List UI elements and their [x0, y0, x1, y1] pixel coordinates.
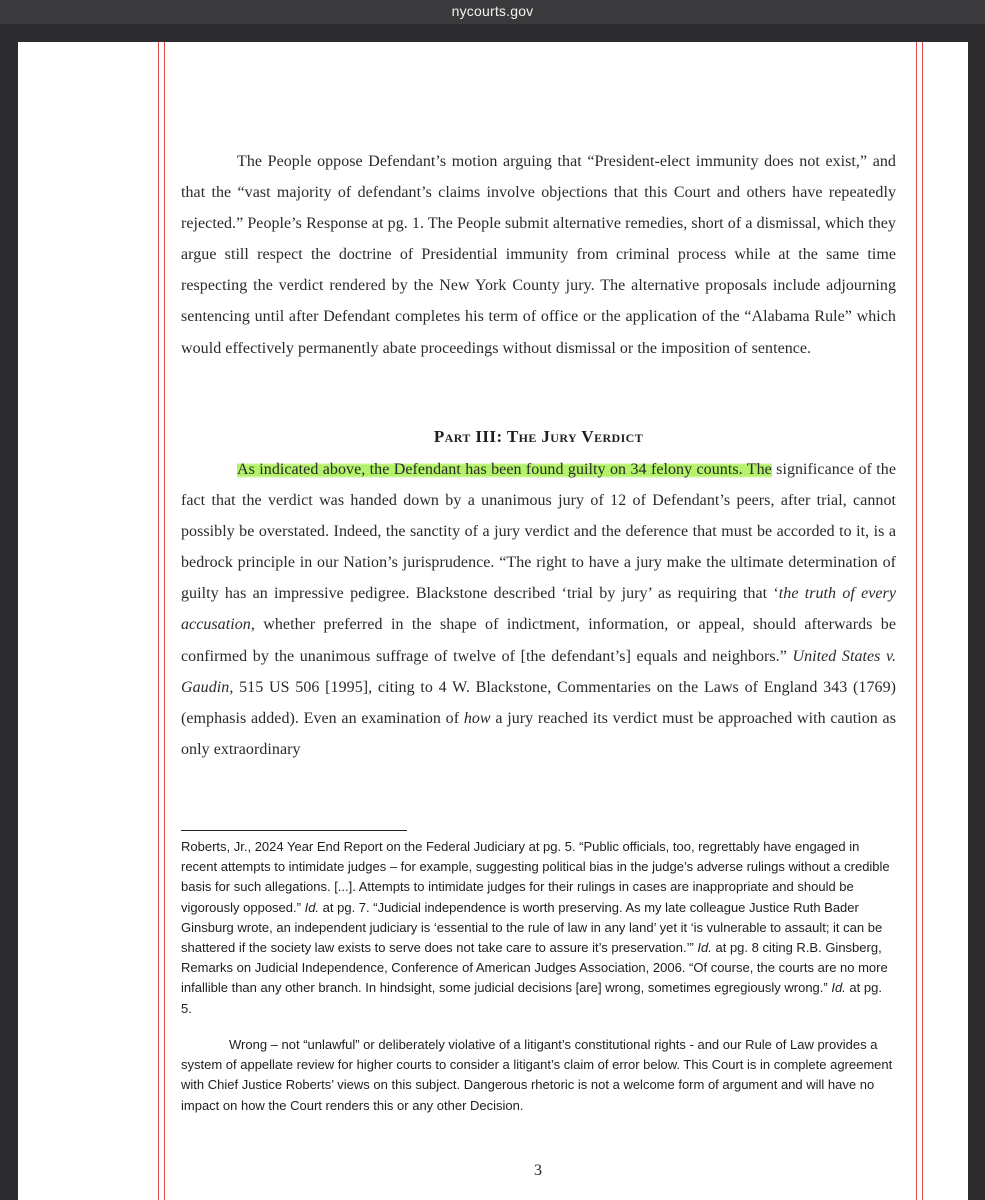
footnote-divider: [181, 830, 407, 831]
right-margin-line: [922, 42, 923, 1200]
left-margin-line-inner: [164, 42, 165, 1200]
section-heading: Part III: The Jury Verdict: [433, 427, 644, 446]
footnote-text-c: at pg. 8 citing R.B. Ginsberg, Remarks on Judicial Independence, Conference of American Judges Association, 2006. “Of course, the courts are no more infallible than any other branch. In hindsight, some judicial decisions [are] wrong, sometimes egregiously wrong.”: [181, 940, 888, 996]
browser-address-bar[interactable]: [0, 0, 985, 24]
paragraph-jury-verdict: [181, 454, 896, 765]
paragraph-people-response: The People oppose Defendant’s motion arguing that “President-elect immunity does not exist,” and that the “vast majority of defendant’s claims involve objections that this Court and others have repeatedly rejected.” People’s Response at pg. 1. The People submit alternative remedies, short of a dismissal, which they argue still respect the doctrine of Presidential immunity from criminal process while at the same time respecting the verdict rendered by the New York County jury. The alternative proposals include adjourning sentencing until after Defendant completes his term of office or the application of the “Alabama Rule” which would effectively permanently abate proceedings without dismissal or the imposition of sentence.: [181, 153, 896, 357]
footnote-wrong: Wrong – not “unlawful” or deliberately violative of a litigant’s constitutional rights - and our Rule of Law provides a system of appellate review for higher courts to consider a litigant’s claim of error below. This Court is in complete agreement with Chief Justice Roberts’ views on this subject. Dangerous rhetoric is not a welcome form of argument and will have no impact on how the Court renders this or any other Decision.: [181, 1037, 893, 1113]
right-margin-line-inner: [916, 42, 917, 1200]
highlighted-sentence: As indicated above, the Defendant has been found guilty on 34 felony counts. The: [237, 461, 772, 478]
left-margin-line: [158, 42, 159, 1200]
id-citation: Id.: [697, 940, 712, 956]
verdict-text-b: , whether preferred in the shape of indictment, information, or appeal, should afterwards be confirmed by the unanimous suffrage of twelve of [the defendant’s] equals and neighbors.”: [181, 616, 896, 665]
page-number: 3: [534, 1162, 542, 1179]
footnote-text-b: at pg. 7. “Judicial independence is worth preserving. As my late colleague Justice Ruth Bader Ginsburg wrote, an independent judiciary is ‘essential to the rule of law in any land’ yet it ‘is vulnerable to assault; it can be shattered if the society law exists to serve does not take care to assure it’s preservation.’”: [181, 899, 883, 956]
verdict-text-a: significance of the fact that the verdict was handed down by a unanimous jury of 12 of Defendant’s peers, after trial, cannot possibly be overstated. Indeed, the sanctity of a jury verdict and the deference that must be accorded to it, is a bedrock principle in our Nation’s jurisprudence. “The right to have a jury make the ultimate determination of guilty has an impressive pedigree. Blackstone described ‘trial by jury’ as requiring that ‘: [181, 461, 897, 603]
italic-quote: the truth of every accusation: [181, 585, 896, 634]
id-citation: Id.: [831, 980, 846, 996]
italic-how: how: [463, 709, 491, 727]
verdict-text-d: a jury reached its verdict must be approached with caution as only extraordinary: [181, 709, 896, 758]
document-page: [18, 42, 968, 1200]
case-citation: United States v. Gaudin: [181, 647, 897, 696]
id-citation: Id.: [304, 899, 320, 915]
footnote-roberts: [181, 837, 893, 1019]
verdict-text-c: , 515 US 506 [1995], citing to 4 W. Blackstone, Commentaries on the Laws of England 343 (1769) (emphasis added). Even an examination of: [181, 678, 896, 727]
footnote-text-d: at pg. 5.: [181, 980, 882, 1016]
footnote-text-a: Roberts, Jr., 2024 Year End Report on the Federal Judiciary at pg. 5. “Public officials, too, regrettably have engaged in recent attempts to intimidate judges – for example, suggesting political bias in the judge’s adverse rulings without a credible basis for such allegations. [...]. Attempts to intimidate judges for their rulings in cases are inappropriate and should be vigorously opposed.”: [181, 839, 890, 915]
domain-label: nycourts.gov: [451, 3, 534, 19]
